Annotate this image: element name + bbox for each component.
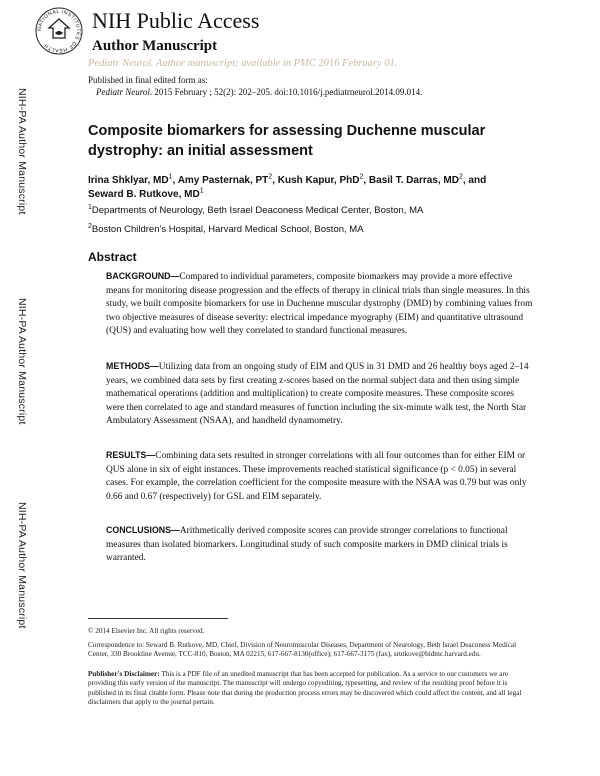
nih-public-access-title: NIH Public Access: [92, 8, 260, 33]
background-label: BACKGROUND—: [106, 271, 180, 281]
background-text: Compared to individual parameters, composite biomarkers may provide a more effective means for monitoring disease progression and the effects of therapy in clinical trials than single measures. In this study, we built composite biomarkers for use in Duchenne muscular dystrophy (DMD) by combining values from two objective measures of disease severity: electrical impedance myography (EIM) and quantitative ultrasound (QUS) and evaluating how well they correlated to standard functional measures.: [106, 272, 533, 337]
disclaimer-text: This is a PDF file of an unedited manuscript that has been accepted for publication. As a service to our customers we are providing this early version of the manuscript. The manuscript will undergo copyediting, typesetting, and review of the resulting proof before it is published in its final citable form. Please note that during the production process errors may be discovered which could affect the content, and all legal disclaimers that apply to the journal pertain.: [88, 670, 522, 707]
author-list: [88, 174, 548, 202]
author-sep: ,: [172, 175, 178, 186]
logo-ring-text: NATIONAL INSTITUTES OF HEALTH: [36, 8, 82, 54]
affiliation-text: Boston Children's Hospital, Harvard Medical School, Boston, MA: [91, 224, 364, 235]
affiliation-2: [88, 224, 364, 235]
side-label-2: NIH-PA Author Manuscript: [16, 298, 28, 425]
author-sup: 2: [268, 173, 273, 181]
conclusions-text: Arithmetically derived composite scores can provide stronger correlations to functional measures than isolated biomarkers. Longitudinal study of such composite markers in DMD clinical trials is warranted.: [106, 526, 508, 564]
side-label-3: NIH-PA Author Manuscript: [16, 502, 28, 629]
footnote-divider: [88, 618, 228, 619]
published-label: Published in final edited form as:: [88, 75, 208, 85]
author-sup: 1: [168, 173, 173, 181]
affiliation-1: [88, 205, 423, 216]
author-sup: 2: [458, 173, 463, 181]
author-sep: ,: [363, 175, 369, 186]
publisher-disclaimer: [88, 670, 528, 708]
author-sup: 2: [359, 173, 364, 181]
side-label-1: NIH-PA Author Manuscript: [16, 88, 28, 215]
citation-journal: Pediatr Neurol: [96, 87, 150, 97]
methods-label: METHODS—: [106, 361, 159, 371]
author-name: Seward B. Rutkove, MD: [88, 189, 200, 200]
citation-details: . 2015 February ; 52(2): 202–205. doi:10.1016/j.pediatrneurol.2014.09.014.: [149, 87, 423, 97]
author-name: Kush Kapur, PhD: [277, 175, 360, 186]
publication-info: [88, 74, 422, 98]
abstract-background: [106, 270, 534, 339]
abstract-conclusions: [106, 524, 534, 566]
citation: [88, 86, 422, 98]
abstract-heading: Abstract: [88, 250, 137, 264]
disclaimer-label: Publisher's Disclaimer:: [88, 670, 160, 678]
results-label: RESULTS—: [106, 450, 156, 460]
article-title: Composite biomarkers for assessing Duchenne muscular dystrophy: an initial assessment: [88, 123, 486, 159]
results-text: Combining data sets resulted in stronger correlations with all four outcomes than for either EIM or QUS alone in six of eight instances. These improvements reached statistical significance (p < 0.05) in several cases. For example, the correlation coefficient for the composite measure with the NSAA was 0.79 but was only 0.66 and 0.67 (respectively) for GSL and EIM separately.: [106, 451, 527, 502]
abstract-methods: [106, 360, 534, 429]
copyright-note: © 2014 Elsevier Inc. All rights reserved.: [88, 627, 205, 635]
affiliation-sup: 2: [88, 222, 92, 230]
nih-logo: [34, 6, 84, 56]
author-sup: 1: [199, 187, 204, 195]
author-name: Irina Shklyar, MD: [88, 175, 169, 186]
journal-availability-line: Pediatr Neurol. Author manuscript; available in PMC 2016 February 01.: [88, 58, 398, 69]
correspondence-note: Correspondence to: Seward B. Rutkove, MD, Chief, Division of Neuromuscular Diseases, Department of Neurology, Beth Israel Deaconess Medical Center, 330 Brookline Avenue, TCC-810, Boston, MA 02215, 617-667-8130(office); 617-667-3175 (fax), srutkove@bidmc.harvard.edu.: [88, 641, 517, 659]
author-sep: ,: [272, 175, 278, 186]
abstract-results: [106, 449, 534, 504]
conclusions-label: CONCLUSIONS—: [106, 525, 180, 535]
methods-text: Utilizing data from an ongoing study of EIM and QUS in 31 DMD and 26 healthy boys aged 2–14 years, we combined data sets by first creating z-scores based on the normal subject data and then using simple mathematical operations (addition and multiplication) to create composite measures. These composite scores were then correlated to age and standard measures of function including the six-minute walk test, the North Star Ambulatory Assessment (NSAA), and handheld dynamometry.: [106, 362, 529, 427]
author-name: Amy Pasternak, PT: [177, 175, 269, 186]
author-sep: , and: [462, 175, 487, 186]
author-name: Basil T. Darras, MD: [368, 175, 459, 186]
affiliation-sup: 1: [88, 203, 92, 211]
affiliation-text: Departments of Neurology, Beth Israel Deaconess Medical Center, Boston, MA: [91, 205, 424, 216]
author-manuscript-label: Author Manuscript: [92, 38, 218, 54]
